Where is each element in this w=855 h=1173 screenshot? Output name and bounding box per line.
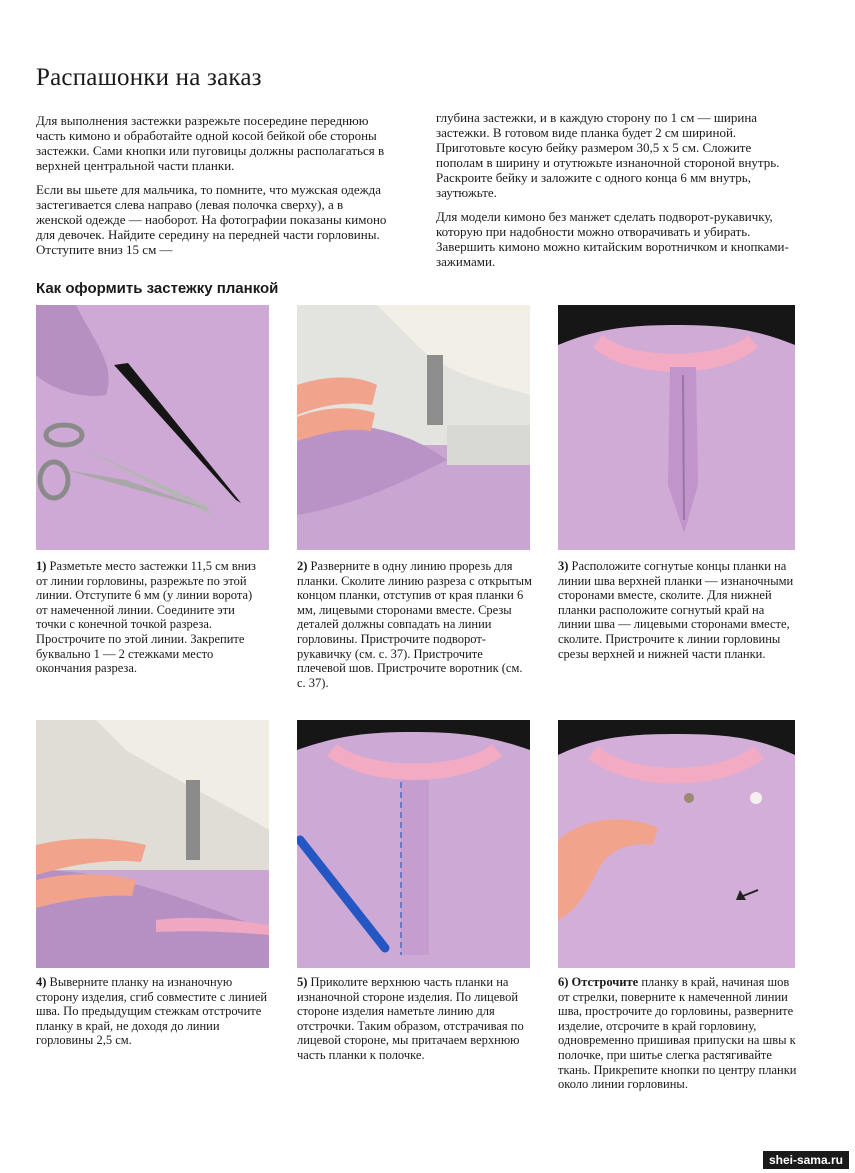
step-number: 3) [558, 559, 569, 573]
step-6-photo [558, 720, 795, 968]
step-text: Разметьте место застежки 11,5 см вниз от линии горловины, разрежьте по этой линии. Отступите 6 мм (у линии ворота) от намеченной линии. Соедините эти точки с конечной точкой разреза. Прострочите по этой линии. Закрепите буквально 1 — 2 стежками место окончания разреза. [36, 559, 256, 676]
step-number: 5) [297, 975, 308, 989]
intro-paragraph: Если вы шьете для мальчика, то помните, что мужская одежда застегивается слева направо (левая полочка сверху), а в женской одежде — наоборот. На фотографии показаны кимоно для девочек. Найдите середину на передней части горловины. Отступите вниз 15 см — [36, 182, 387, 257]
step-4-caption [36, 975, 272, 1048]
step-5-photo [297, 720, 530, 968]
intro-paragraph: Для модели кимоно без манжет сделать подворот-рукавичку, которую при надобности можно отворачивать и убирать. Завершить кимоно можно китайским воротничком и кнопками-зажимами. [436, 209, 789, 269]
section-title: Как оформить застежку планкой [36, 280, 279, 297]
intro-paragraph: Для выполнения застежки разрежьте посередине переднюю часть кимоно и обработайте одной косой бейкой обе стороны застежки. Сами кнопки или пуговицы должны располагаться в верхней центральной части планки. [36, 113, 385, 173]
step-6-caption [558, 975, 798, 1092]
intro-column-left [36, 113, 388, 266]
page-title: Распашонки на заказ [36, 64, 262, 91]
step-1-photo [36, 305, 269, 550]
step-text: Выверните планку на изнаночную сторону изделия, сгиб совместите с линией шва. По предыдущим стежкам отстрочите планку в край, не доходя до линии горловины 2,5 см. [36, 975, 268, 1048]
step-number: 1) [36, 559, 47, 573]
step-number: 2) [297, 559, 308, 573]
intro-paragraph: глубина застежки, и в каждую сторону по 1 см — ширина застежки. В готовом виде планка будет 2 см шириной. Приготовьте косую бейку размером 30,5 х 5 см. Сложите пополам в ширину и отутюжьте изнаночной стороной внутрь. Раскроите бейку и заложите с одного конца 6 мм внутрь, заутюжьте. [436, 110, 780, 200]
step-3-caption [558, 559, 798, 661]
step-text: Расположите согнутые концы планки на линии шва верхней планки — изнаночными сторонами вместе, сколите. Для нижней планки расположите согнутый край на линии шва — лицевыми сторонами вместе, сколите. Пристрочите к линии горловины срезы верхней и нижней части планки. [558, 559, 794, 661]
step-2-photo [297, 305, 530, 550]
step-number: 6) Отстрочите [558, 975, 639, 989]
step-text: планку в край, начиная шов от стрелки, поверните к намеченной линии шва, прострочите до горловины, разверните изделие, отсрочите в край горловину, одновременно пришивая припуски на швы к полочке, при шитье слегка растягивайте ткань. Прикрепите кнопки по центру планки около линии горловины. [558, 975, 797, 1092]
step-2-caption [297, 559, 533, 690]
step-3-photo [558, 305, 795, 550]
step-number: 4) [36, 975, 47, 989]
step-text: Разверните в одну линию прорезь для планки. Сколите линию разреза с открытым концом планки, отступив от края планки 6 мм, лицевыми сторонами вместе. Срезы деталей должны совпадать на линии горловины. Пристрочите подворот-рукавичку (см. с. 37). Пристрочите плечевой шов. Пристрочите воротник (см. с. 37). [297, 559, 532, 690]
step-5-caption [297, 975, 531, 1063]
step-1-caption [36, 559, 266, 676]
site-watermark: shei-sama.ru [763, 1151, 849, 1169]
step-4-photo [36, 720, 269, 968]
intro-column-right [436, 110, 800, 278]
step-text: Приколите верхнюю часть планки на изнаночной стороне изделия. По лицевой стороне изделия наметьте линию для отстрочки. Таким образом, отстрачивая по лицевой стороне, мы притачаем верхнюю часть планки к полочке. [297, 975, 524, 1062]
